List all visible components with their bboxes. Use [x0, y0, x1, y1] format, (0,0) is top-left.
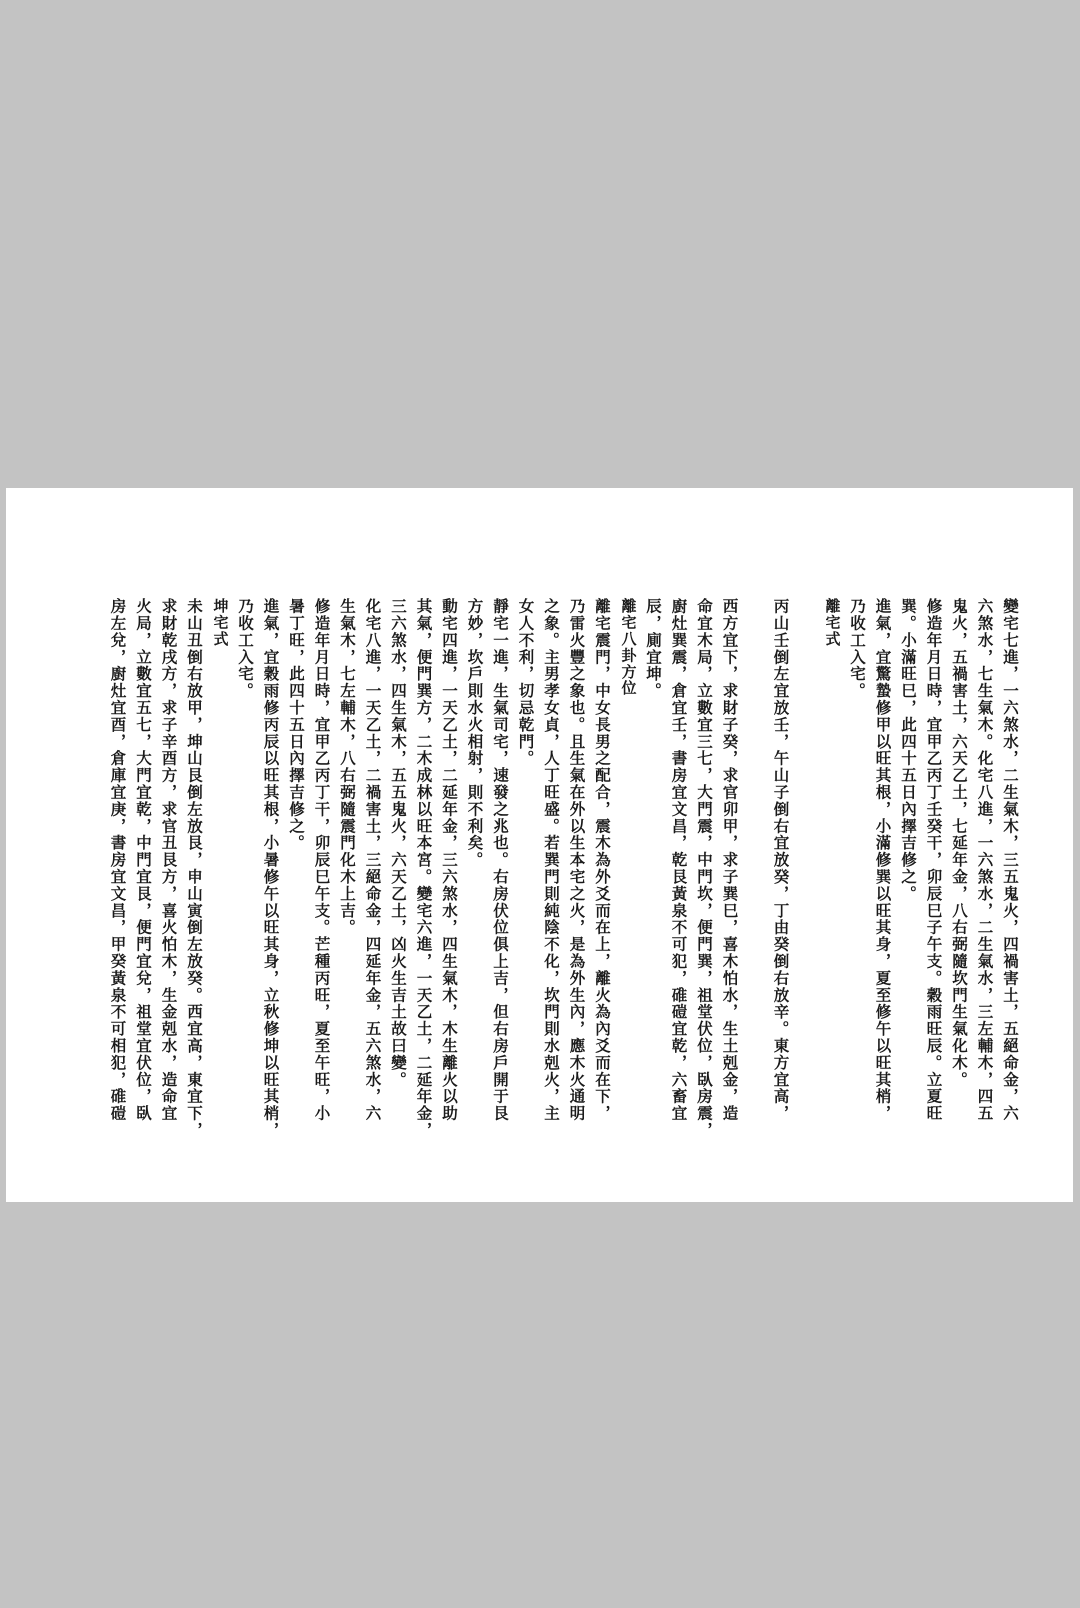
text-column: 變宅七進，一六煞水，二生氣木，三五鬼火，四禍害土，五絕命金，六: [1001, 598, 1020, 1122]
text-column: 方妙，坎戶則水火相射，則不利矣。: [465, 598, 485, 869]
text-column: 女人不利，切忌乾門。: [516, 598, 536, 767]
section-heading: 離宅八卦方位: [619, 598, 638, 697]
text-column: 廚灶巽震，倉宜壬，書房宜文昌，乾艮黃泉不可犯，碓磑宜乾，六畜宜: [669, 598, 689, 1122]
text-column: 六煞水，七生氣木。化宅八進，一六煞水，二生氣水，三左輔木，四五: [975, 598, 995, 1122]
text-column: 巽。小滿旺巳，此四十五日內擇吉修之。: [899, 598, 918, 903]
text-column: 離宅震門，中女長男之配合，震木為外爻而在上，離火為內爻而在下，: [593, 598, 612, 1122]
text-column: 生氣木，七左輔木，八右弼隨震門化木上吉。: [338, 598, 357, 936]
vertical-text-block: [105, 598, 1023, 1139]
text-column: 靜宅一進，生氣司宅，速發之兆也。右房伏位俱上吉，但右房戶開于艮: [491, 598, 510, 1122]
text-column: 求財乾戌方，求子辛酉方，求官丑艮方，喜火怕木，生金剋水，造命宜: [159, 598, 179, 1122]
text-column: 未山丑倒右放甲，坤山艮倒左放艮，申山寅倒左放癸。西宜高，東宜下，: [185, 598, 204, 1139]
text-column: 乃收工入宅。: [236, 598, 255, 700]
text-column: 火局，立數宜五七，大門宜乾，中門宜艮，便門宜兌，祖堂宜伏位，臥: [134, 598, 153, 1122]
text-column: 乃雷火豐之象也。且生氣在外以生本宅之火，是為外生內，應木火通明: [567, 598, 587, 1122]
text-column: 乃收工入宅。: [848, 598, 867, 700]
text-column: 命宜木局，立數宜三七，大門震，中門坎，便門巽，祖堂伏位，臥房震，: [695, 598, 714, 1139]
text-column: 三六煞水，四生氣木，五五鬼火，六天乙土，凶火生吉土故曰變。: [389, 598, 408, 1089]
text-column: 進氣，宜穀雨修丙辰以旺其根，小暑修午以旺其身，立秋修坤以旺其梢，: [261, 598, 281, 1139]
text-column: 之象。主男孝女貞，人丁旺盛。若巽門則純陰不化，坎門則水剋火，主: [542, 598, 561, 1122]
text-column: 鬼火，五禍害土，六天乙土，七延年金，八右弼隨坎門生氣化木。: [950, 598, 969, 1089]
text-column: 房左兌，廚灶宜酉，倉庫宜庚，書房宜文昌，甲癸黃泉不可相犯，碓磑: [108, 598, 128, 1122]
text-column: 西方宜下，求財子癸，求官卯甲，求子巽巳，喜木怕水，生土剋金，造: [720, 598, 740, 1122]
book-page: [6, 488, 1073, 1202]
text-column: 動宅四進，一天乙土，二延年金，三六煞水，四生氣木，木生離火以助: [440, 598, 459, 1122]
section-heading: 離宅式: [823, 598, 842, 648]
section-heading: 坤宅式: [211, 598, 230, 648]
text-column: 修造年月日時，宜甲乙丙丁干，卯辰巳午支。芒種丙旺，夏至午旺，小: [312, 598, 332, 1122]
text-column: 辰，廁宜坤。: [644, 598, 663, 700]
text-column: 進氣，宜驚蟄修甲以旺其根，小滿修巽以旺其身，夏至修午以旺其梢，: [873, 598, 893, 1122]
text-column: 修造年月日時，宜甲乙丙丁壬癸干，卯辰巳子午支。穀雨旺辰。立夏旺: [924, 598, 944, 1122]
text-column: 丙山壬倒左宜放壬，午山子倒右宜放癸，丁由癸倒右放辛。東方宜高，: [771, 598, 791, 1122]
text-column: 其氣，便門巽方，二木成林以旺本宮。變宅六進，一天乙土，二延年金，: [414, 598, 434, 1139]
text-column: 化宅八進，一天乙土，二禍害土，三絕命金，四延年金，五六煞水，六: [363, 598, 383, 1122]
text-column: 暑丁旺，此四十五日內擇吉修之。: [287, 598, 306, 852]
